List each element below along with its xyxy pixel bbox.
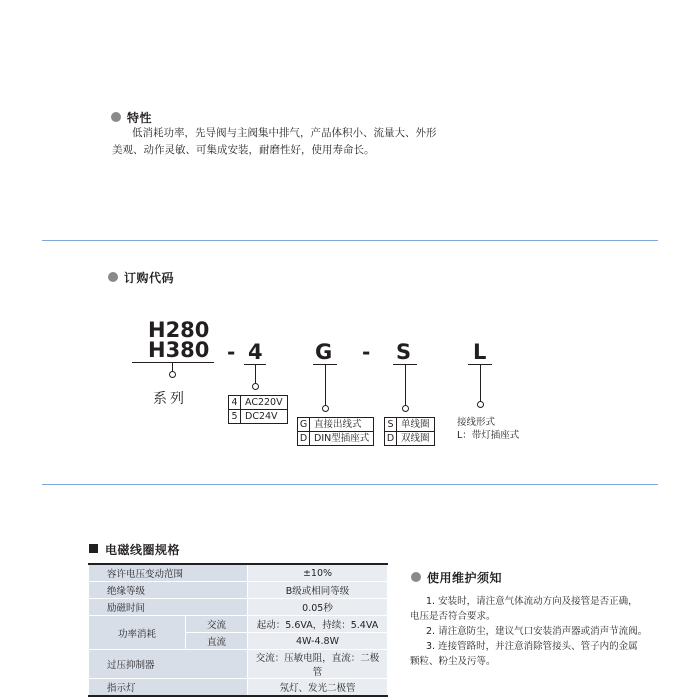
code-segment-coil: S xyxy=(396,340,412,364)
voltage-option-value: DC24V xyxy=(245,411,278,422)
table-row xyxy=(89,679,388,697)
maintenance-item-1-line-2: 电压是否符合要求。 xyxy=(410,611,496,622)
wiring-option-row xyxy=(298,418,373,431)
coil-option-key: D xyxy=(385,432,397,445)
insulation-value: B级或相同等级 xyxy=(248,582,388,599)
indicator-label: 指示灯 xyxy=(89,679,248,697)
table-row xyxy=(89,582,388,599)
maintenance-bullet-icon xyxy=(411,572,421,582)
wiring-options-box xyxy=(297,417,374,446)
series-code-h280: H280 xyxy=(148,318,210,342)
features-text-line-1: 低消耗功率，先导阀与主阀集中排气，产品体积小、流量大、外形 xyxy=(132,127,437,139)
coil-connector xyxy=(405,365,406,407)
light-connector-end xyxy=(477,401,484,408)
light-label-2: L：带灯插座式 xyxy=(457,430,520,441)
series-underline xyxy=(132,362,214,363)
voltage-range-label: 容许电压变动范围 xyxy=(89,564,248,582)
coil-options-box xyxy=(384,417,435,446)
features-heading: 特性 xyxy=(127,111,153,125)
code-segment-wiring: G xyxy=(315,340,333,364)
coil-option-key: S xyxy=(385,418,397,431)
table-row xyxy=(89,564,388,582)
coil-option-row xyxy=(385,418,434,431)
voltage-option-key: 4 xyxy=(229,396,241,409)
ac-label: 交流 xyxy=(185,616,247,633)
coil-spec-table xyxy=(88,563,388,697)
table-row xyxy=(89,599,388,616)
coil-connector-end xyxy=(402,405,409,412)
order-code-heading: 订购代码 xyxy=(124,271,175,285)
light-label-1: 接线形式 xyxy=(457,417,496,428)
ac-value: 起动：5.6VA，持续：5.4VA xyxy=(248,616,388,633)
voltage-connector-end xyxy=(252,383,259,390)
series-label: 系列 xyxy=(153,391,187,407)
features-bullet-icon xyxy=(111,112,121,122)
maintenance-item-1-line-1: 1. 安装时，请注意气体流动方向及接管是否正确， xyxy=(426,596,638,607)
dc-label: 直流 xyxy=(185,633,247,650)
wiring-option-key: D xyxy=(298,432,310,445)
insulation-label: 绝缘等级 xyxy=(89,582,248,599)
surge-label: 过压抑制器 xyxy=(89,650,248,679)
maintenance-heading: 使用维护须知 xyxy=(427,571,503,585)
coil-option-row xyxy=(385,431,434,445)
wiring-connector-end xyxy=(322,405,329,412)
voltage-range-value: ±10% xyxy=(248,564,388,582)
voltage-option-row xyxy=(229,409,287,423)
table-row xyxy=(89,616,388,633)
wiring-option-row xyxy=(298,431,373,445)
series-code-h380: H380 xyxy=(148,338,210,362)
coil-spec-heading: 电磁线圈规格 xyxy=(105,543,181,557)
wiring-option-value: 直接出线式 xyxy=(314,419,362,430)
order-code-bullet-icon xyxy=(108,272,118,282)
maintenance-item-3-line-1: 3. 连接管路时，并注意消除管接头、管子内的金属 xyxy=(426,641,638,652)
code-dash-2: - xyxy=(362,340,371,364)
series-connector-end xyxy=(169,371,176,378)
voltage-connector xyxy=(255,365,256,385)
voltage-option-value: AC220V xyxy=(245,397,283,408)
light-connector xyxy=(480,365,481,403)
excitation-value: 0.05秒 xyxy=(248,599,388,616)
wiring-option-value: DIN型插座式 xyxy=(314,433,370,444)
coil-option-value: 双线圈 xyxy=(401,433,430,444)
code-segment-voltage: 4 xyxy=(248,340,263,364)
voltage-options-box xyxy=(228,395,288,424)
indicator-value: 氖灯、发光二极管 xyxy=(248,679,388,697)
dc-value: 4W-4.8W xyxy=(248,633,388,650)
voltage-option-row xyxy=(229,396,287,409)
section-divider-2 xyxy=(42,484,658,485)
excitation-label: 励磁时间 xyxy=(89,599,248,616)
section-divider-1 xyxy=(42,240,658,241)
maintenance-item-2: 2. 请注意防尘，建议气口安装消声器或消声节流阀。 xyxy=(426,626,648,637)
maintenance-item-3-line-2: 颗粒、粉尘及污等。 xyxy=(410,656,496,667)
coil-spec-square-icon xyxy=(89,544,98,553)
wiring-connector xyxy=(325,365,326,407)
power-label: 功率消耗 xyxy=(89,616,186,650)
voltage-option-key: 5 xyxy=(229,410,241,423)
code-segment-light: L xyxy=(473,340,487,364)
wiring-option-key: G xyxy=(298,418,310,431)
table-row xyxy=(89,650,388,679)
features-text-line-2: 美观、动作灵敏、可集成安装，耐磨性好，使用寿命长。 xyxy=(112,144,375,156)
surge-value: 交流：压敏电阻，直流：二极管 xyxy=(248,650,388,679)
code-dash-1: - xyxy=(227,340,236,364)
coil-option-value: 单线圈 xyxy=(401,419,430,430)
